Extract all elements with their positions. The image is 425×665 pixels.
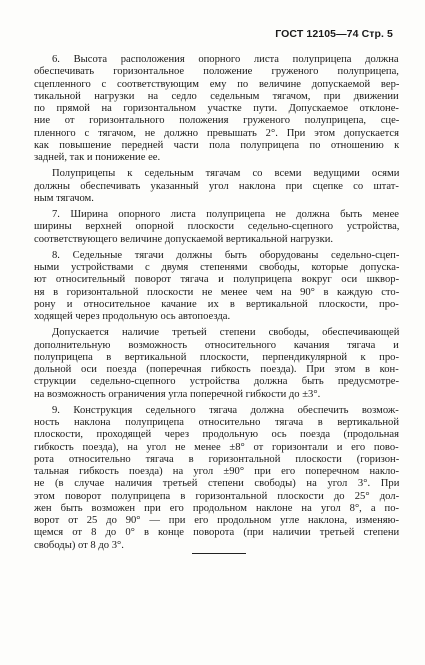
text-line: ня в горизонтальной плоскости не менее чем на 90° в каждую сто- bbox=[34, 286, 399, 298]
text-line: жен быть возможен при его продольном наклоне на угол 8°, а по- bbox=[34, 502, 399, 514]
text-line: гибкость поезда), на угол не менее ±8° от горизонтали и его пово- bbox=[34, 441, 399, 453]
paragraph bbox=[34, 327, 399, 401]
text-line: тальная гибкость поезда) на угол ±90° при его поперечном накло- bbox=[34, 466, 399, 477]
text-line: должны обеспечивать указанный угол наклона при сцепке со штат- bbox=[34, 180, 399, 192]
text-line: ширины верхней опорной плоскости седельно-сцепного устройства, bbox=[34, 221, 399, 233]
text-line: ными устройствами с двумя степенями свободы, которые допуска- bbox=[34, 262, 399, 273]
text-line: дольной оси поезда (поперечная гибкость поезда). При этом в кон- bbox=[34, 364, 399, 375]
paragraph bbox=[34, 54, 399, 164]
text-line: на возможность ограничения угла поперечной гибкости до ±3°. bbox=[34, 388, 321, 400]
text-line: ходящей через продольную ось автопоезда. bbox=[34, 311, 231, 322]
text-line: тикальной нагрузки на седло седельным тягачом, при движении bbox=[34, 90, 399, 102]
text-line: полуприцепа в вертикальной плоскости, перпендикулярной к про- bbox=[34, 351, 399, 363]
text-line: Допускается наличие третьей степени свободы, обеспечивающей bbox=[52, 327, 399, 339]
text-line: не (в случае наличия третьей степени свободы) на угол 3°. При bbox=[34, 478, 399, 490]
text-line: как повышение передней части пола полуприцепа по отношению к bbox=[34, 139, 399, 151]
text-line: плоскости, проходящей через продольную ось поезда (продольная bbox=[34, 429, 399, 441]
text-line: 8. Седельные тягачи должны быть оборудованы седельно-сцеп- bbox=[52, 249, 399, 261]
text-line: сцепленного с соответствующим ему по величине допускаемой вер- bbox=[34, 78, 399, 90]
text-line: 9. Конструкция седельного тягача должна обеспечить возмож- bbox=[52, 404, 399, 416]
text-line: ние от горизонтального положения груженого полуприцепа, сце- bbox=[34, 115, 399, 127]
text-line: ным тягачом. bbox=[34, 192, 94, 204]
text-line: Полуприцепы к седельным тягачам со всеми ведущими осями bbox=[52, 168, 399, 180]
text-line: ют относительный поворот тягача и полуприцепа вокруг оси шквор- bbox=[34, 274, 399, 286]
section-divider bbox=[192, 553, 246, 554]
text-line: ворот от 25 до 90° — при его продольном угле наклона, изменяю- bbox=[34, 515, 399, 526]
paragraph bbox=[34, 250, 399, 324]
text-line: щемся от 8 до 0° в конце поворота (при наличии третьей степени bbox=[34, 527, 399, 539]
text-line: 6. Высота расположения опорного листа полуприцепа должна bbox=[52, 54, 399, 65]
text-line: дополнительную возможность относительного качания тягача и bbox=[34, 339, 399, 351]
text-line: задней, так и понижение ее. bbox=[34, 152, 161, 163]
text-line: по прямой на горизонтальном участке пути. Допускаемое отклоне- bbox=[34, 103, 399, 114]
document-body bbox=[34, 54, 399, 556]
text-line: струкции седельно-сцепного устройства должна быть предусмотре- bbox=[34, 376, 399, 388]
text-line: рота относительно тягача в горизонтальной плоскости (горизон- bbox=[34, 453, 399, 465]
text-line: рону и относительное качание их в вертикальной плоскости, про- bbox=[34, 298, 399, 310]
paragraph bbox=[34, 405, 399, 552]
text-line: соответствующего величине допускаемой вертикальной нагрузки. bbox=[34, 233, 334, 245]
text-line: обеспечивать горизонтальное положение груженого полуприцепа, bbox=[34, 66, 399, 78]
text-line: этом поворот полуприцепа в горизонтальной плоскости до 25° дол- bbox=[34, 490, 399, 502]
text-line: ность наклона полуприцепа относительно тягача в вертикальной bbox=[34, 417, 399, 428]
text-line: 7. Ширина опорного листа полуприцепа не должна быть менее bbox=[52, 209, 399, 220]
page-header: ГОСТ 12105—74 Стр. 5 bbox=[275, 28, 393, 40]
text-line: пленного с тягачом, не должно превышать 2°. При этом допускается bbox=[34, 127, 399, 139]
paragraph bbox=[34, 209, 399, 246]
paragraph bbox=[34, 168, 399, 205]
text-line: свободы) от 8 до 3°. bbox=[34, 539, 124, 551]
